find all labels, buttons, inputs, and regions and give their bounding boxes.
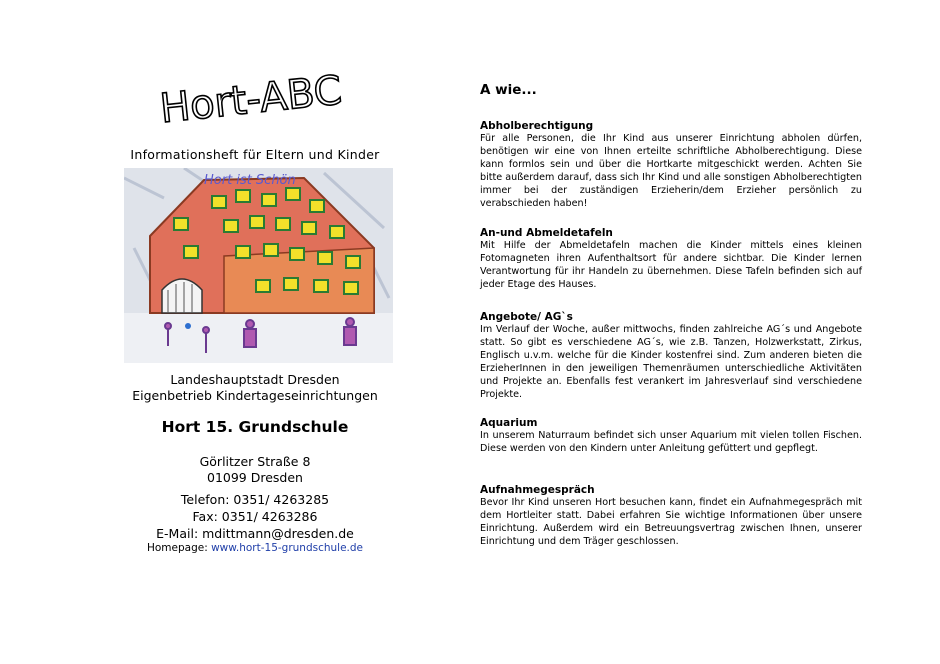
email-address[interactable]: E-Mail: mdittmann@dresden.de [156, 526, 354, 541]
street-address: Görlitzer Straße 8 [199, 454, 311, 469]
org-line-2: Eigenbetrieb Kindertageseinrichtungen [132, 388, 378, 403]
fax-number: Fax: 0351/ 4263286 [192, 509, 318, 524]
entry-text: Im Verlauf der Woche, außer mittwochs, finden zahlreiche AG´s und Angebote statt. So gibt es verschiedene AG´s, wie z.B. Tanzen, Holzwerkstatt, Zirkus, Englisch u.v.m. welche für die Kinder kostenfrei sind. Zum anderen bieten die ErzieherInnen in den jeweiligen Themenräumen unterschiedliche Aktivitäten und Projekte an. Ebenfalls fest verankert im Jahresverlauf sind verschiedene Projekte. [480, 324, 862, 400]
entry-term: Abholberechtigung [480, 120, 594, 132]
svg-text:Hort-ABC: Hort-ABC [157, 67, 344, 133]
entry-term: An-und Abmeldetafeln [480, 227, 613, 239]
homepage-label: Homepage: [146, 542, 212, 554]
school-name: Hort 15. Grundschule [161, 418, 349, 436]
drawing-caption: Hort ist Schön [204, 173, 296, 188]
hort-abc-title-art [150, 60, 370, 144]
child-drawing-of-school [124, 168, 393, 363]
homepage [110, 542, 400, 554]
entry-angebote [480, 311, 862, 401]
entry-term: Angebote/ AG`s [480, 311, 573, 323]
city-address: 01099 Dresden [207, 470, 303, 485]
entry-text: In unserem Naturraum befindet sich unser Aquarium mit vielen tollen Fischen. Diese werden von den Kindern unter Anleitung gefüttert und gepflegt. [480, 430, 862, 454]
entry-aufnahmegespraech [480, 484, 862, 549]
entry-text: Bevor Ihr Kind unseren Hort besuchen kann, findet ein Aufnahmegespräch mit dem Hortleiter statt. Dabei erfahren Sie wichtige Informationen über unsere Einrichtung. Außerdem wird ein Betreuungsvertrag zwischen Ihnen, unserer Einrichtung und dem Träger geschlossen. [480, 497, 862, 547]
entry-term: Aufnahmegespräch [480, 484, 595, 496]
cover-panel [110, 0, 400, 664]
entry-term: Aquarium [480, 417, 538, 429]
section-heading: A wie... [480, 82, 537, 98]
entry-aquarium [480, 417, 862, 456]
entry-abmeldetafeln [480, 227, 862, 292]
entry-abholberechtigung [480, 120, 862, 210]
homepage-link[interactable]: www.hort-15-grundschule.de [211, 542, 364, 554]
entry-text: Mit Hilfe der Abmeldetafeln machen die Kinder mittels eines kleinen Fotomagneten ihren Aufenthaltsort für andere sichtbar. Die Kinder lernen Verantwortung für ihr Handeln zu übernehmen. Diese Tafeln befinden sich auf jeder Etage des Hauses. [480, 240, 862, 290]
phone-number: Telefon: 0351/ 4263285 [180, 492, 330, 507]
subtitle: Informationsheft für Eltern und Kinder [130, 147, 380, 162]
org-line-1: Landeshauptstadt Dresden [170, 372, 340, 387]
entry-text: Für alle Personen, die Ihr Kind aus unserer Einrichtung abholen dürfen, benötigen wir eine von Ihnen erteilte schriftliche Abholberechtigung. Diese kann formlos sein und über die Hortkarte mitgeschickt werden. Achten Sie bitte außerdem darauf, dass sich Ihr Kind und alle sonstigen Abholberechtigten immer bei der zuständigen Erzieherin/dem Erzieher persönlich zu verabschieden haben! [480, 133, 862, 209]
